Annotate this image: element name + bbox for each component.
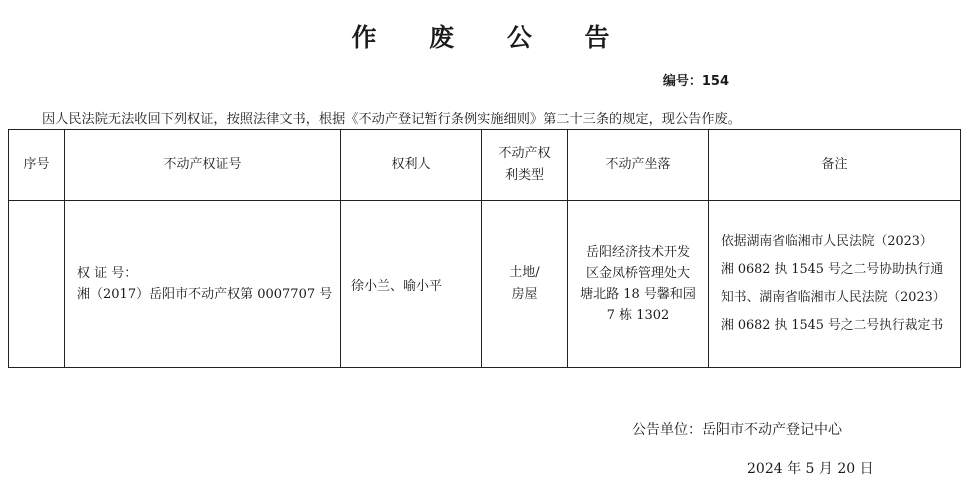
note-line4: 湘 0682 执 1545 号之二号执行裁定书 (721, 318, 944, 333)
header-type (482, 130, 568, 201)
notice-table (8, 129, 961, 368)
cell-seq (9, 201, 65, 368)
issue-date: 2024 年 5 月 20 日 (747, 461, 874, 477)
cert-label: 权 证 号： (77, 266, 138, 281)
loc-line3: 塘北路 18 号馨和园 (580, 287, 696, 302)
header-location: 不动产坐落 (568, 130, 709, 201)
cell-cert (65, 201, 341, 368)
serial-label: 编号： (662, 74, 702, 89)
table-row (9, 201, 961, 368)
cert-number: 湘（2017）岳阳市不动产权第 0007707 号 (77, 287, 333, 302)
header-seq: 序号 (9, 130, 65, 201)
cell-holder: 徐小兰、喻小平 (341, 201, 482, 368)
notice-title: 作 废 公 告 (351, 23, 632, 52)
type-line2: 房屋 (511, 287, 538, 302)
header-holder: 权利人 (341, 130, 482, 201)
loc-line1: 岳阳经济技术开发 (585, 245, 690, 260)
intro-paragraph: 因人民法院无法收回下列权证，按照法律文书，根据《不动产登记暂行条例实施细则》第二十三条的规定，现公告作废。 (42, 112, 741, 127)
serial-value: 154 (701, 74, 729, 89)
header-type-line1: 不动产权 (498, 146, 551, 161)
cell-location (568, 201, 709, 368)
table-header-row (9, 130, 961, 201)
issuer: 公告单位：岳阳市不动产登记中心 (632, 422, 842, 438)
note-line2: 湘 0682 执 1545 号之二号协助执行通 (721, 262, 944, 277)
loc-line4: 7 栋 1302 (606, 308, 670, 323)
cell-type (482, 201, 568, 368)
note-line3: 知书、湖南省临湘市人民法院（2023） (721, 290, 946, 305)
type-line1: 土地/ (509, 265, 540, 280)
note-line1: 依据湖南省临湘市人民法院（2023） (721, 234, 933, 249)
header-cert: 不动产权证号 (65, 130, 341, 201)
header-note: 备注 (709, 130, 961, 201)
serial-number (663, 70, 729, 89)
header-type-line2: 利类型 (504, 168, 544, 183)
cell-note (709, 201, 961, 368)
loc-line2: 区金凤桥管理处大 (585, 266, 690, 281)
